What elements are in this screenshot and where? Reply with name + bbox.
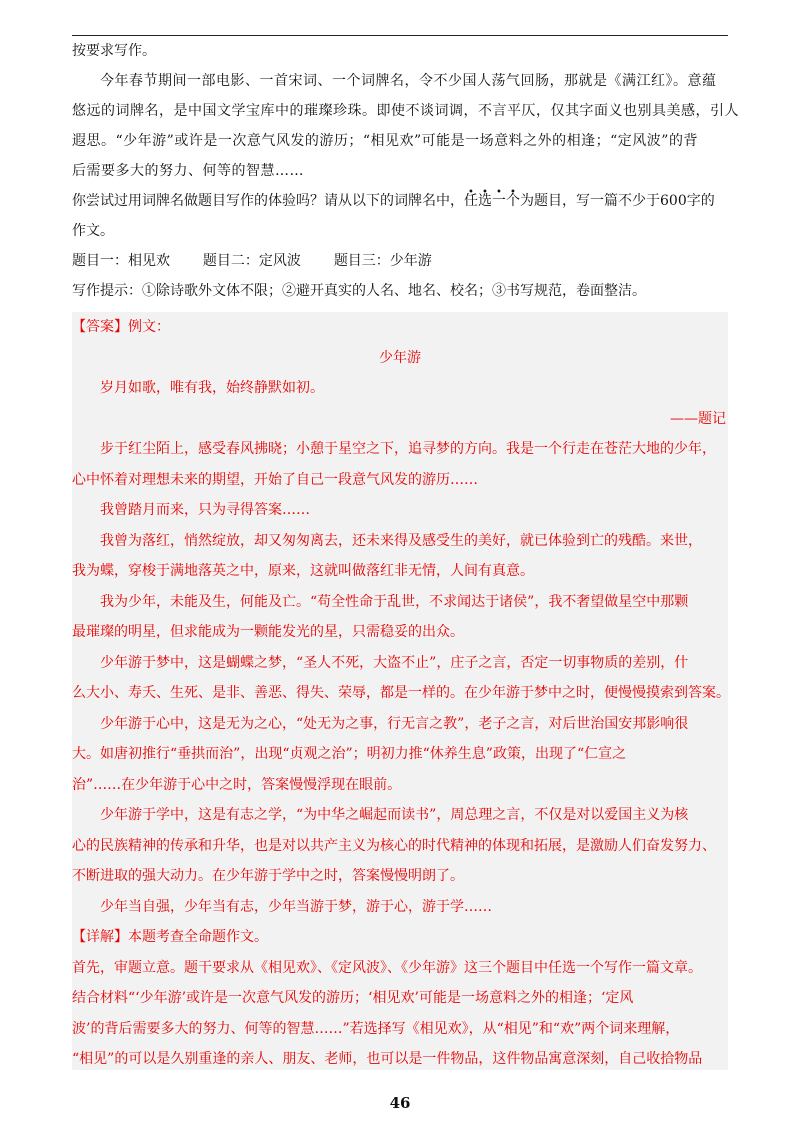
question-titles — [72, 246, 728, 276]
essay-line: 最璀璨的明星，但求能成为一颗能发光的星，只需稳妥的出众。 — [72, 624, 464, 640]
essay-line: 少年游于学中，这是有志之学，“为中华之崛起而读书”，周总理之言，不仅是对以爱国主义为核 — [100, 807, 689, 823]
essay-line: 少年游于心中，这是无为之心，“处无为之事，行无言之教”，老子之言，对后世治国安邦影响很 — [100, 715, 689, 732]
essay-title: 少年游 — [379, 349, 421, 366]
emphasis-char: 选 — [478, 193, 492, 209]
essay-line: 心中怀着对理想未来的期望，开始了自己一段意气风发的游历…… — [72, 471, 478, 488]
question-section — [72, 36, 739, 306]
answer-section — [72, 312, 728, 1075]
question-intro: 按要求写作。 — [72, 43, 156, 59]
essay-line: 少年游于梦中，这是蝴蝶之梦，“圣人不死，大盗不止”，庄子之言，否定一切事物质的差别，什 — [100, 654, 689, 671]
emphasis-char: 个 — [506, 193, 520, 209]
emphasis-char: 一 — [492, 193, 506, 209]
emphasis-char: 任 — [464, 193, 478, 209]
essay-line: 步于红尘陌上，感受春风拂晓；小憩于星空之下，追寻梦的方向。我是一个行走在苍茫大地的少年， — [100, 441, 716, 457]
analysis-line: “相见”的可以是久别重逢的亲人、朋友、老师，也可以是一件物品，这件物品寓意深刻，自己收拾物品 — [72, 1051, 703, 1067]
question-material-line: 悠远的词牌名，是中国文学宝库中的璀璨珍珠。即使不谈词调，不言平仄，仅其字面义也别具美感，引人 — [72, 103, 739, 119]
essay-line: 我为少年，未能及生，何能及亡。“苟全性命于乱世，不求闻达于诸侯”，我不奢望做星空中那颗 — [100, 593, 689, 610]
answer-label: 【答案】例文： — [72, 319, 170, 335]
prompt-text: 你尝试过用词牌名做题目写作的体验吗？请从以下的词牌名中， — [72, 193, 464, 209]
page-number: 46 — [389, 1094, 411, 1112]
analysis-line: 首先，审题立意。题干要求从《相见欢》、《定风波》、《少年游》这三个题目中任选一个写作一篇文章。 — [72, 959, 702, 976]
essay-line: 心的民族精神的传承和升华，也是对以共产主义为核心的时代精神的体现和拓展，是激励人们奋发努力、 — [72, 837, 716, 854]
essay-line: 治”……在少年游于心中之时，答案慢慢浮现在眼前。 — [72, 776, 402, 793]
essay-line: 我曾为落红，悄然绽放，却又匆匆离去，还未来得及感受生的美好，就已体验到亡的残酷。来世， — [100, 532, 702, 549]
epigraph-sign: ——题记 — [670, 410, 726, 427]
question-prompt-line: 作文。 — [72, 223, 114, 239]
question-prompt-line — [72, 186, 728, 216]
analysis-line: 波’的背后需要多大的努力、何等的智慧……”若选择写《相见欢》，从“相见”和“欢”两个词来理解， — [72, 1020, 680, 1037]
title-option: 题目三：少年游 — [333, 253, 432, 269]
prompt-text: 为题目，写一篇不少于600字的 — [520, 193, 715, 209]
essay-line: 我为蝶，穿梭于满地落英之中，原来，这就叫做落红非无情，人间有真意。 — [72, 563, 534, 579]
essay-line: 么大小、寿夭、生死、是非、善恶、得失、荣辱，都是一样的。在少年游于梦中之时，便慢慢摸索到答案。 — [72, 685, 730, 701]
essay-line: 大。如唐初推行“垂拱而治”，出现“贞观之治”；明初力推“休养生息”政策，出现了“仁宣之 — [72, 746, 627, 762]
title-option: 题目二：定风波 — [202, 253, 301, 269]
analysis-label: 【详解】本题考查全命题作文。 — [72, 929, 268, 945]
essay-line: 我曾踏月而来，只为寻得答案…… — [100, 502, 310, 518]
title-option: 题目一：相见欢 — [72, 253, 170, 269]
epigraph: 岁月如歌，唯有我，始终静默如初。 — [100, 380, 324, 396]
essay-line: 不断进取的强大动力。在少年游于学中之时，答案慢慢明朗了。 — [72, 868, 464, 884]
essay-line: 少年当自强，少年当有志，少年当游于梦，游于心，游于学…… — [100, 898, 492, 915]
writing-hints: 写作提示：①除诗歌外文体不限；②避开真实的人名、地名、校名；③书写规范，卷面整洁。 — [72, 283, 646, 299]
question-material-line: 今年春节期间一部电影、一首宋词、一个词牌名，令不少国人荡气回肠，那就是《满江红》。意蕴 — [100, 73, 717, 89]
analysis-line: 结合材料“‘少年游’或许是一次意气风发的游历；‘相见欢’可能是一场意料之外的相逢；‘定风 — [72, 990, 634, 1006]
question-material-line: 遐思。“少年游”或许是一次意气风发的游历；“相见欢”可能是一场意料之外的相逢；“定风波”的背 — [72, 133, 698, 149]
question-material-line: 后需要多大的努力、何等的智慧…… — [72, 163, 304, 179]
